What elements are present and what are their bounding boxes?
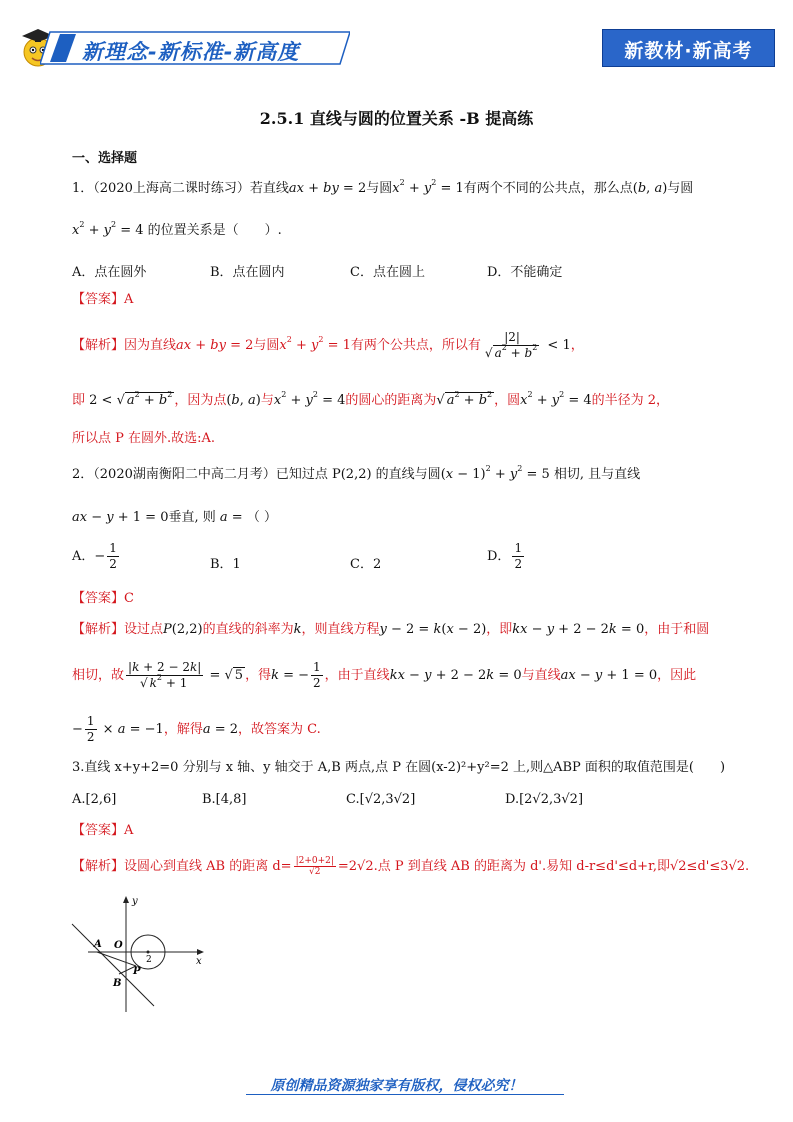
q1-stem-line2: $x^2 + y^2 = 4$ 的位置关系是（ ）. bbox=[72, 220, 282, 238]
q3-answer: 【答案】A bbox=[72, 823, 134, 838]
q2-option-c: C．2 bbox=[350, 557, 382, 572]
q2-option-b: B．1 bbox=[210, 557, 241, 572]
footer-underline bbox=[246, 1094, 564, 1095]
q2-explanation-line3: − $\frac{1}{2}$ × a = −1，解得a = 2，故答案为 C. bbox=[72, 714, 321, 744]
figure-label-x: x bbox=[196, 956, 202, 967]
q1-explanation-line1: 【解析】因为直线ax + by = 2与圆$x^2 + y^2 = 1$有两个公共点，所以有 |2| √ $a^2 + b^2$ < 1， bbox=[72, 328, 584, 364]
figure-label-b: B bbox=[113, 978, 122, 989]
copyright-footer: 原创精品资源独家享有版权，侵权必究！ bbox=[270, 1078, 523, 1094]
q2-explanation-line2: 相切，故 |k + 2 − 2k| √ $k^2 + 1$ = √ 5 ，得k = − $\frac{1}{2}$ ，由于直线kx − y + 2 − 2k = 0与直线ax − y + 1 = 0，因此 bbox=[72, 658, 696, 694]
figure-label-2: 2 bbox=[146, 955, 152, 965]
q3-stem: 3.直线 x+y+2=0 分别与 x 轴、y 轴交于 A,B 两点,点 P 在圆(x-2)²+y²=2 上,则△ABP 面积的取值范围是( ) bbox=[72, 760, 726, 775]
q2-option-d: D． $\frac{1}{2}$ bbox=[487, 541, 523, 571]
q1-option-a: A．点在圆外 bbox=[72, 265, 147, 280]
section-heading: 一、选择题 bbox=[72, 151, 138, 166]
q1-explanation-line3: 所以点 P 在圆外.故选:A. bbox=[72, 431, 216, 446]
q2-stem-line2: ax − y + 1 = 0垂直, 则 a = （ ） bbox=[72, 510, 277, 525]
page-title: 2.5.1 直线与圆的位置关系 -B 提高练 bbox=[259, 109, 534, 128]
figure-label-a: A bbox=[94, 939, 102, 950]
figure-label-p: P bbox=[133, 966, 141, 977]
q1-answer: 【答案】A bbox=[72, 292, 134, 307]
header-slogan: 新理念-新标准-新高度 bbox=[82, 40, 300, 64]
q2-option-a: A．− $\frac{1}{2}$ bbox=[72, 541, 117, 571]
q3-option-a: A.[2,6] bbox=[72, 792, 117, 807]
q1-option-d: D．不能确定 bbox=[487, 265, 563, 280]
q3-option-c: C.[√2,3√2] bbox=[346, 792, 416, 807]
q3-explanation: 【解析】设圆心到直线 AB 的距离 d= $\frac{|2+0+2|}{√2}$ =2√2.点 P 到直线 AB 的距离为 d'.易知 d-r≤d'≤d+r,即√2≤d'≤3√2. bbox=[72, 856, 750, 877]
figure-label-o: O bbox=[114, 940, 123, 951]
geometry-figure bbox=[70, 894, 210, 1014]
q2-stem-line1: 2．（2020湖南衡阳二中高二月考）已知过点 P(2,2) 的直线与圆$(x - 1)^2 + y^2 = 5$ 相切, 且与直线 bbox=[72, 464, 641, 482]
q1-explanation-line2: 即 2 < √ $a^2 + b^2$ ，因为点(b, a)与$x^2 + y^2 = 4$的圆心的距离为√ $a^2 + b^2$ ，圆$x^2 + y^2 = 4$的半径为 2， bbox=[72, 392, 669, 410]
figure-label-y: y bbox=[132, 896, 138, 907]
q3-option-b: B.[4,8] bbox=[202, 792, 247, 807]
q2-explanation-line1: 【解析】设过点P(2,2)的直线的斜率为k，则直线方程y − 2 = k(x − 2)，即kx − y + 2 − 2k = 0，由于和圆 bbox=[72, 622, 710, 637]
header-badge: 新教材·新高考 bbox=[624, 40, 753, 62]
q3-option-d: D.[2√2,3√2] bbox=[505, 792, 584, 807]
q1-stem-line1: 1．（2020上海高二课时练习）若直线ax + by = 2与圆$x^2 + y^2 = 1$有两个不同的公共点，那么点(b, a)与圆 bbox=[72, 178, 694, 196]
q1-option-b: B．点在圆内 bbox=[210, 265, 285, 280]
q2-answer: 【答案】C bbox=[72, 591, 134, 606]
q1-option-c: C．点在圆上 bbox=[350, 265, 425, 280]
